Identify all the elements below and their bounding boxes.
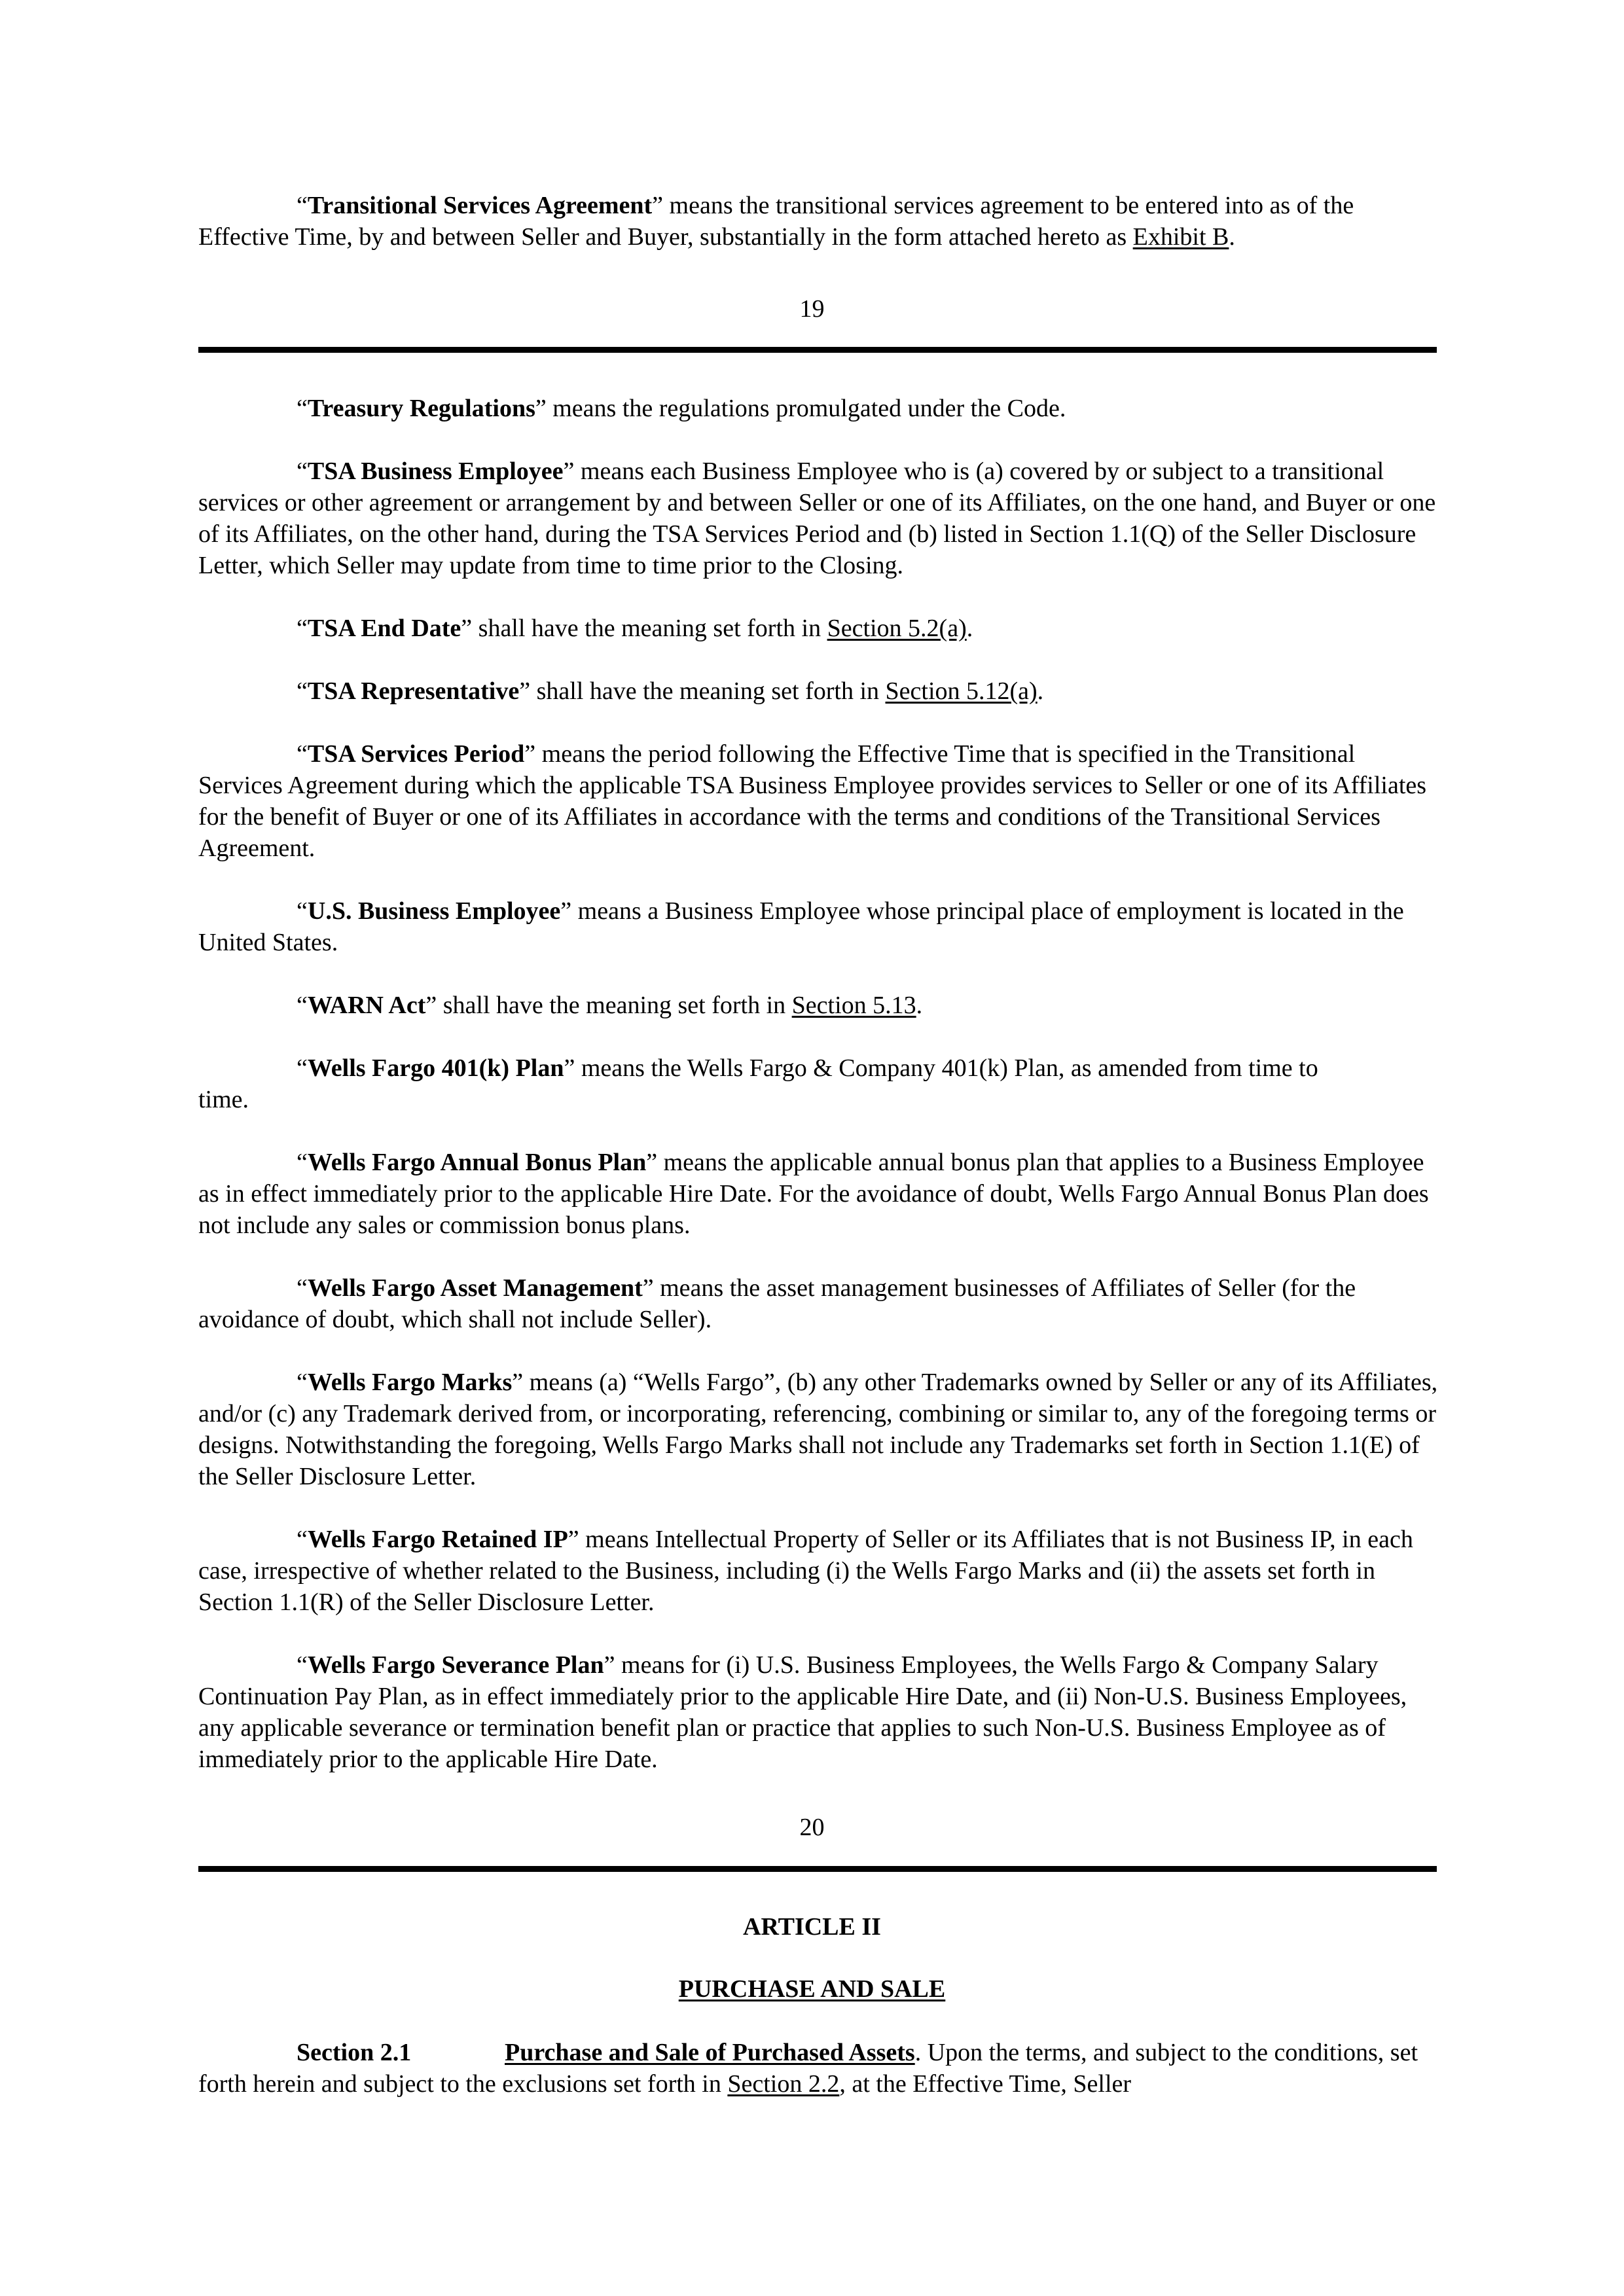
definition-tsa-representative: “TSA Representative” shall have the meaning set forth in Section 5.12(a). xyxy=(297,677,1044,705)
defined-term: Wells Fargo Asset Management xyxy=(307,1274,643,1302)
cross-reference-link[interactable]: Section 2.2 xyxy=(727,2070,840,2098)
defined-term: TSA End Date xyxy=(307,615,461,642)
defined-term: Wells Fargo Retained IP xyxy=(307,1526,568,1553)
page-break-rule xyxy=(198,1866,1437,1872)
definition-wells-fargo-annual-bonus-plan: “Wells Fargo Annual Bonus Plan” means the applicable annual bonus plan that applies to a Business Employee as in effect immediately prior to the applicable Hire Date. For the avoidance of doubt, Wells Fargo Annual Bonus Plan does not include any sales or commission bonus plans. xyxy=(198,1149,1429,1239)
definition-tsa-end-date: “TSA End Date” shall have the meaning set forth in Section 5.2(a). xyxy=(297,615,973,642)
defined-term: TSA Representative xyxy=(307,677,520,705)
definition-us-business-employee: “U.S. Business Employee” means a Business Employee whose principal place of employment is located in the United States. xyxy=(198,897,1404,956)
definition-wells-fargo-marks: “Wells Fargo Marks” means (a) “Wells Fargo”, (b) any other Trademarks owned by Seller or any of its Affiliates, and/or (c) any Trademark derived from, or incorporating, referencing, combining or similar to, any of the foregoing terms or designs. Notwithstanding the foregoing, Wells Fargo Marks shall not include any Trademarks set forth in Section 1.1(E) of the Seller Disclosure Letter. xyxy=(198,1369,1438,1490)
defined-term: Wells Fargo Severance Plan xyxy=(307,1651,604,1679)
section-2-1: Section 2.1 Purchase and Sale of Purchased Assets. Upon the terms, and subject to the conditions, set forth herein and subject to the exclusions set forth in Section 2.2, at the Effective Time, Seller xyxy=(198,2037,1439,2100)
cross-reference-link[interactable]: Section 5.2(a) xyxy=(827,615,967,642)
definition-warn-act: “WARN Act” shall have the meaning set forth in Section 5.13. xyxy=(297,992,923,1019)
section-heading: Purchase and Sale of Purchased Assets xyxy=(505,2039,915,2066)
defined-term: Wells Fargo 401(k) Plan xyxy=(307,1054,564,1082)
cross-reference-link[interactable]: Exhibit B xyxy=(1132,223,1229,251)
defined-term: Transitional Services Agreement xyxy=(307,192,653,219)
section-number: Section 2.1 xyxy=(297,2039,412,2066)
defined-term: Wells Fargo Marks xyxy=(307,1369,513,1396)
page-20 xyxy=(198,393,1439,1775)
defined-term: Treasury Regulations xyxy=(307,395,535,422)
page-number: 20 xyxy=(799,1814,825,1841)
definition-tsa-services-period: “TSA Services Period” means the period following the Effective Time that is specified in the Transitional Services Agreement during which the applicable TSA Business Employee provides services to Seller or one of its Affiliates for the benefit of Buyer or one of its Affiliates in accordance with the terms and conditions of the Transitional Services Agreement. xyxy=(198,740,1427,862)
page-19-fragment xyxy=(198,190,1439,253)
defined-term: WARN Act xyxy=(307,992,426,1019)
definition-wells-fargo-severance-plan: “Wells Fargo Severance Plan” means for (i) U.S. Business Employees, the Wells Fargo & Company Salary Continuation Pay Plan, as in effect immediately prior to the applicable Hire Date, and (ii) Non-U.S. Business Employees, any applicable severance or termination benefit plan or practice that applies to such Non-U.S. Business Employee as of immediately prior to the applicable Hire Date. xyxy=(198,1651,1407,1773)
cross-reference-link[interactable]: Section 5.12(a) xyxy=(885,677,1038,705)
defined-term: TSA Business Employee xyxy=(307,457,564,485)
definition-treasury-regulations: “Treasury Regulations” means the regulations promulgated under the Code. xyxy=(297,395,1066,422)
defined-term: TSA Services Period xyxy=(307,740,525,768)
page-number: 19 xyxy=(799,295,825,323)
article-title: PURCHASE AND SALE xyxy=(678,1975,946,2003)
definition-transitional-services-agreement: “Transitional Services Agreement” means the transitional services agreement to be entered into as of the Effective Time, by and between Seller and Buyer, substantially in the form attached hereto as Exhibit B. xyxy=(198,192,1354,251)
definition-wells-fargo-retained-ip: “Wells Fargo Retained IP” means Intellectual Property of Seller or its Affiliates that is not Business IP, in each case, irrespective of whether related to the Business, including (i) the Wells Fargo Marks and (ii) the assets set forth in Section 1.1(R) of the Seller Disclosure Letter. xyxy=(198,1526,1413,1616)
definition-tsa-business-employee: “TSA Business Employee” means each Business Employee who is (a) covered by or subject to a transitional services or other agreement or arrangement by and between Seller or one of its Affiliates, on the one hand, and Buyer or one of its Affiliates, on the other hand, during the TSA Services Period and (b) listed in Section 1.1(Q) of the Seller Disclosure Letter, which Seller may update from time to time prior to the Closing. xyxy=(198,457,1436,579)
defined-term: Wells Fargo Annual Bonus Plan xyxy=(307,1149,647,1176)
definition-wells-fargo-asset-management: “Wells Fargo Asset Management” means the asset management businesses of Affiliates of Seller (for the avoidance of doubt, which shall not include Seller). xyxy=(198,1274,1356,1333)
article-heading: ARTICLE II xyxy=(743,1913,881,1941)
defined-term: U.S. Business Employee xyxy=(307,897,561,925)
definition-overflow-word: time. xyxy=(198,1086,249,1113)
page-break-rule xyxy=(198,347,1437,353)
definition-wells-fargo-401k-plan: “Wells Fargo 401(k) Plan” means the Wells Fargo & Company 401(k) Plan, as amended from time to time. xyxy=(198,1052,1439,1115)
cross-reference-link[interactable]: Section 5.13 xyxy=(791,992,916,1019)
